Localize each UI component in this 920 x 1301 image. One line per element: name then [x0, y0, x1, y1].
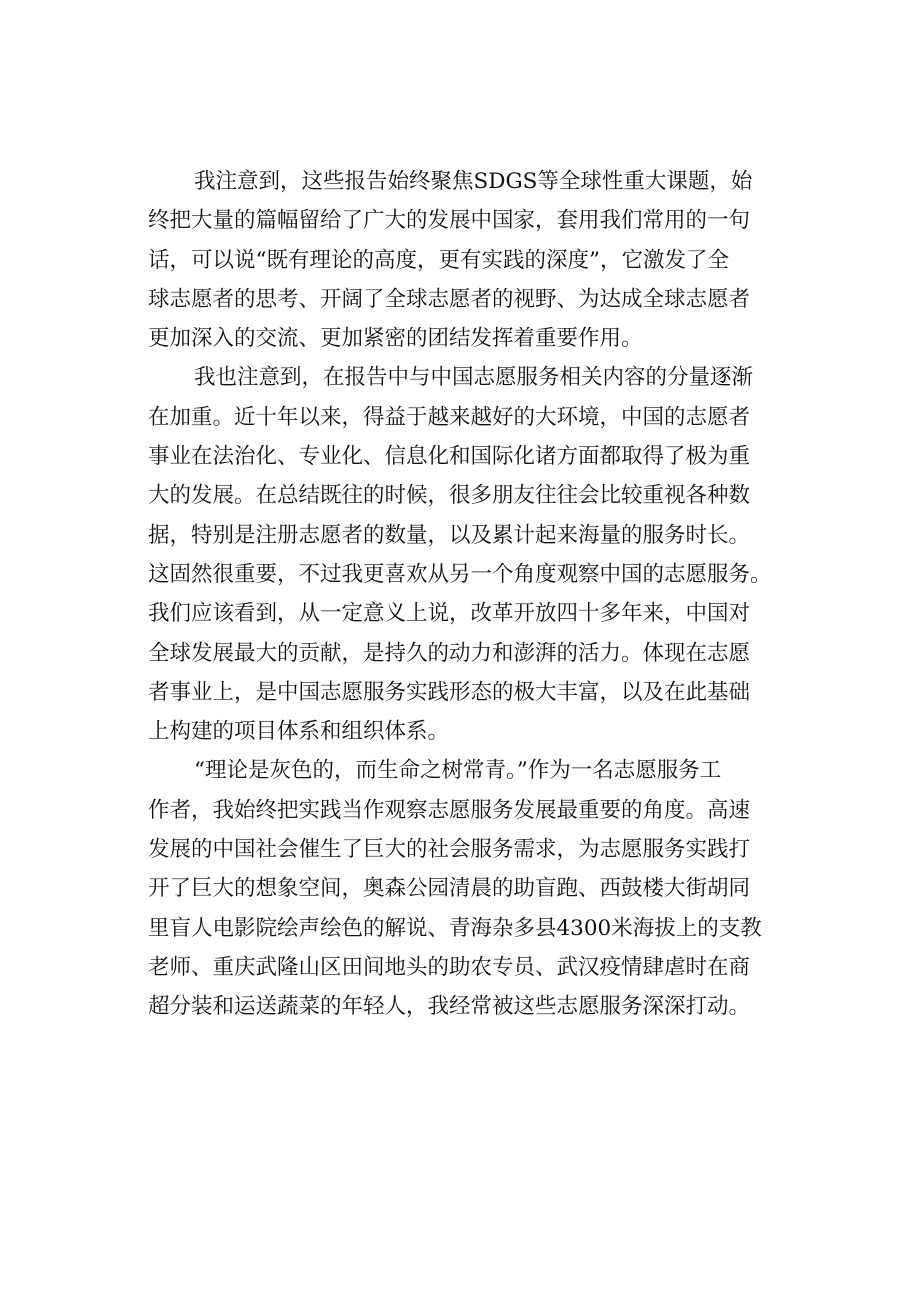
- text-line: 作者，我始终把实践当作观察志愿服务发展最重要的角度。高速: [148, 797, 751, 823]
- body-text: [148, 162, 808, 1027]
- text-line: 球志愿者的思考、开阔了全球志愿者的视野、为达成全球志愿者: [148, 286, 751, 312]
- paragraph-1: [148, 162, 808, 358]
- text-line: 这固然很重要，不过我更喜欢从另一个角度观察中国的志愿服务。: [148, 561, 772, 587]
- text-line: 者事业上，是中国志愿服务实践形态的极大丰富，以及在此基础: [148, 679, 751, 705]
- text-line: 我注意到，这些报告始终聚焦SDGS等全球性重大课题，始: [194, 169, 753, 194]
- text-line: 话，可以说“既有理论的高度，更有实践的深度”，它激发了全: [148, 247, 729, 273]
- text-line: 全球发展最大的贡献，是持久的动力和澎湃的活力。体现在志愿: [148, 640, 751, 666]
- text-line: 里盲人电影院绘声绘色的解说、青海杂多县4300米海拔上的支教: [148, 915, 762, 941]
- paragraph-2: [148, 358, 808, 751]
- text-line: 据，特别是注册志愿者的数量，以及累计起来海量的服务时长。: [148, 522, 751, 548]
- text-line: 老师、重庆武隆山区田间地头的助农专员、武汉疫情肆虐时在商: [148, 954, 751, 980]
- text-line: 发展的中国社会催生了巨大的社会服务需求，为志愿服务实践打: [148, 837, 751, 863]
- text-line: 超分装和运送蔬菜的年轻人，我经常被这些志愿服务深深打动。: [148, 994, 751, 1020]
- text-line: 事业在法治化、专业化、信息化和国际化诸方面都取得了极为重: [148, 444, 751, 470]
- paragraph-3: [148, 751, 808, 1026]
- text-line: 我们应该看到，从一定意义上说，改革开放四十多年来，中国对: [148, 601, 751, 627]
- text-line: “理论是灰色的，而生命之树常青。”作为一名志愿服务工: [194, 758, 722, 784]
- text-line: 在加重。近十年以来，得益于越来越好的大环境，中国的志愿者: [148, 404, 751, 430]
- text-line: 更加深入的交流、更加紧密的团结发挥着重要作用。: [148, 326, 643, 352]
- text-line: 终把大量的篇幅留给了广大的发展中国家，套用我们常用的一句: [148, 208, 751, 234]
- text-line: 上构建的项目体系和组织体系。: [148, 719, 450, 745]
- text-line: 开了巨大的想象空间，奥森公园清晨的助盲跑、西鼓楼大街胡同: [148, 876, 751, 902]
- text-line: 大的发展。在总结既往的时候，很多朋友往往会比较重视各种数: [148, 483, 751, 509]
- text-line: 我也注意到，在报告中与中国志愿服务相关内容的分量逐渐: [194, 365, 754, 391]
